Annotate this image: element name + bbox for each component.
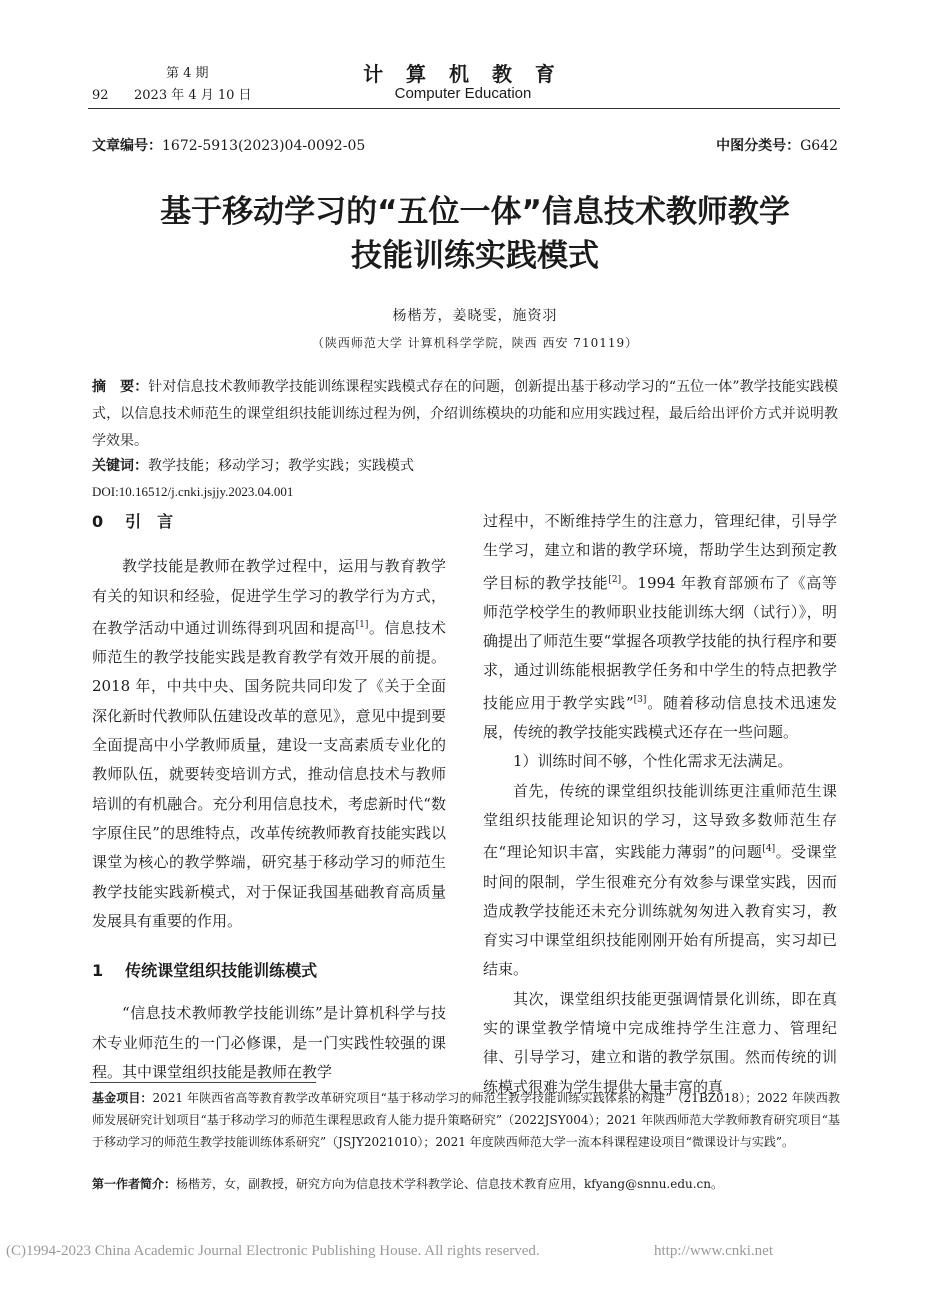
cnki-url[interactable]: http://www.cnki.net [654,1243,774,1259]
abstract-label: 摘 要： [92,379,149,395]
section-1-title: 传统课堂组织技能训练模式 [125,961,318,981]
abstract [92,374,838,455]
citation-1: [1] [355,619,369,630]
first-point-paragraph [483,777,837,985]
continued-text-b: 。1994 年教育部颁布了《高等师范学校学生的教师职业技能训练大纲（试行）》，明确提出了师范生要“掌握各项教学技能的执行程序和要求，通过训练能根据教学任务和中学生的特点把教学技能应用于教学实践” [483,573,837,712]
clc-value: G642 [800,138,838,154]
section-1-number: 1 [92,961,104,981]
first-point-text-a: 首先，传统的课堂组织技能训练更注重师范生课堂组织技能理论知识的学习，这导致多数师范生存在“理论知识丰富，实践能力薄弱”的问题 [483,781,837,862]
author-note-text: 杨楷芳，女，副教授，研究方向为信息技术学科教学论、信息技术教育应用，kfyang@snnu.edu.cn。 [176,1177,724,1191]
citation-3: [3] [633,694,647,705]
citation-2: [2] [608,574,622,585]
journal-title-cn: 计 算 机 教 育 [363,62,563,86]
continued-text-c: 。随着移动信息技术迅速发展，传统的教学技能实践模式还存在一些问题。 [483,693,837,742]
doi: DOI:10.16512/j.cnki.jsjjy.2023.04.001 [92,484,294,499]
section-1-paragraph: “信息技术教师教学技能训练”是计算机科学与技术专业师范生的一门必修课，是一门实践性较强的课程。其中课堂组织技能是教师在教学 [92,1004,446,1082]
header-rule [88,108,840,109]
issue-date: 2023 年 4 月 10 日 [134,88,252,103]
footnote-rule [90,1082,316,1083]
journal-title-en: Computer Education [394,85,532,102]
intro-paragraph [92,552,446,936]
abstract-text: 针对信息技术教师教学技能训练课程实践模式存在的问题，创新提出基于移动学习的“五位一体”教学技能实践模式，以信息技术师范生的课堂组织技能训练过程为例，介绍训练模块的功能和应用实践过程，最后给出评价方式并说明教学效果。 [92,379,839,449]
funding-label: 基金项目： [92,1091,153,1105]
article-number-value: 1672-5913(2023)04-0092-05 [162,138,366,154]
author-note [92,1173,840,1195]
issue-number: 第 4 期 [166,66,209,81]
keywords-text: 教学技能；移动学习；教学实践；实践模式 [148,458,414,474]
clc-label: 中图分类号： [716,138,801,154]
copyright-notice: (C)1994-2023 China Academic Journal Electronic Publishing House. All rights reserved. [6,1243,540,1259]
right-column [483,507,837,1102]
funding-text: 2021 年陕西省高等教育教学改革研究项目“基于移动学习的师范生教学技能训练实践体系的构建”（21BZ018）；2022 年陕西教师发展研究计划项目“基于移动学习的师范生课程思政育人能力提升策略研究”（2022JSY004）；2021 年陕西师范大学教师教育研究项目“基于移动学习的师范生教学技能训练体系研究”（JSJY2021010）；2021 年度陕西师范大学一流本科课程建设项目“微课设计与实践”。 [92,1091,840,1149]
continued-paragraph [483,507,837,747]
affiliation: （陕西师范大学 计算机科学学院，陕西 西安 710119） [311,336,639,350]
continued-text-a: 过程中，不断维持学生的注意力，管理纪律，引导学生学习，建立和谐的教学环境，帮助学生达到预定教学目标的教学技能 [483,512,837,592]
author-note-label: 第一作者简介： [92,1177,177,1191]
keywords [92,453,838,480]
intro-text-a: 教学技能是教师在教学过程中，运用与教育教学有关的知识和经验，促进学生学习的教学行为方式，在教学活动中通过训练得到巩固和提高 [92,557,446,637]
clc-number [716,135,838,155]
second-point-paragraph: 其次，课堂组织技能更强调情景化训练，即在真实的课堂教学情境中完成维持学生注意力、管理纪律、引导学习，建立和谐的教学氛围。然而传统的训练模式很难为学生提供大量丰富的真 [483,989,837,1096]
intro-text-b: 。信息技术师范生的教学技能实践是教育教学有效开展的前提。2018 年，中共中央、国务院共同印发了《关于全面深化新时代教师队伍建设改革的意见》，意见中提到要全面提高中小学教师质量，建设一支高素质专业化的教师队伍，就要转变培训方式，推动信息技术与教师培训的有机融合。充分利用信息技术，考虑新时代“数字原住民”的思维特点，改革传统教师教育技能实践以课堂为核心的教学弊端，研究基于移动学习的师范生教学技能实践新模式，对于保证我国基础教育高质量发展具有重要的作用。 [92,618,446,930]
page-number: 92 [92,88,109,103]
article-number [92,135,365,155]
article-number-label: 文章编号： [92,138,162,154]
left-column [92,507,446,1087]
citation-4: [4] [762,844,776,855]
first-point-text-b: 。受课堂时间的限制，学生很难充分有效参与课堂实践，因而造成教学技能还未充分训练就匆匆进入教育实习，教育实习中课堂组织技能刚刚开始有所提高，实习却已结束。 [483,843,837,979]
funding-note [92,1087,840,1153]
title-line-1: 基于移动学习的“五位一体”信息技术教师教学 [160,194,790,230]
section-0-number: 0 [92,512,104,531]
authors: 杨楷芳，姜晓雯，施资羽 [392,308,558,324]
list-item-1: 1）训练时间不够，个性化需求无法满足。 [513,752,793,771]
paper-title [0,190,950,278]
title-line-2: 技能训练实践模式 [351,238,599,274]
section-0-heading [92,507,446,536]
keywords-label: 关键词： [92,458,148,474]
section-1-heading [92,956,446,985]
section-0-title: 引 言 [125,512,174,531]
